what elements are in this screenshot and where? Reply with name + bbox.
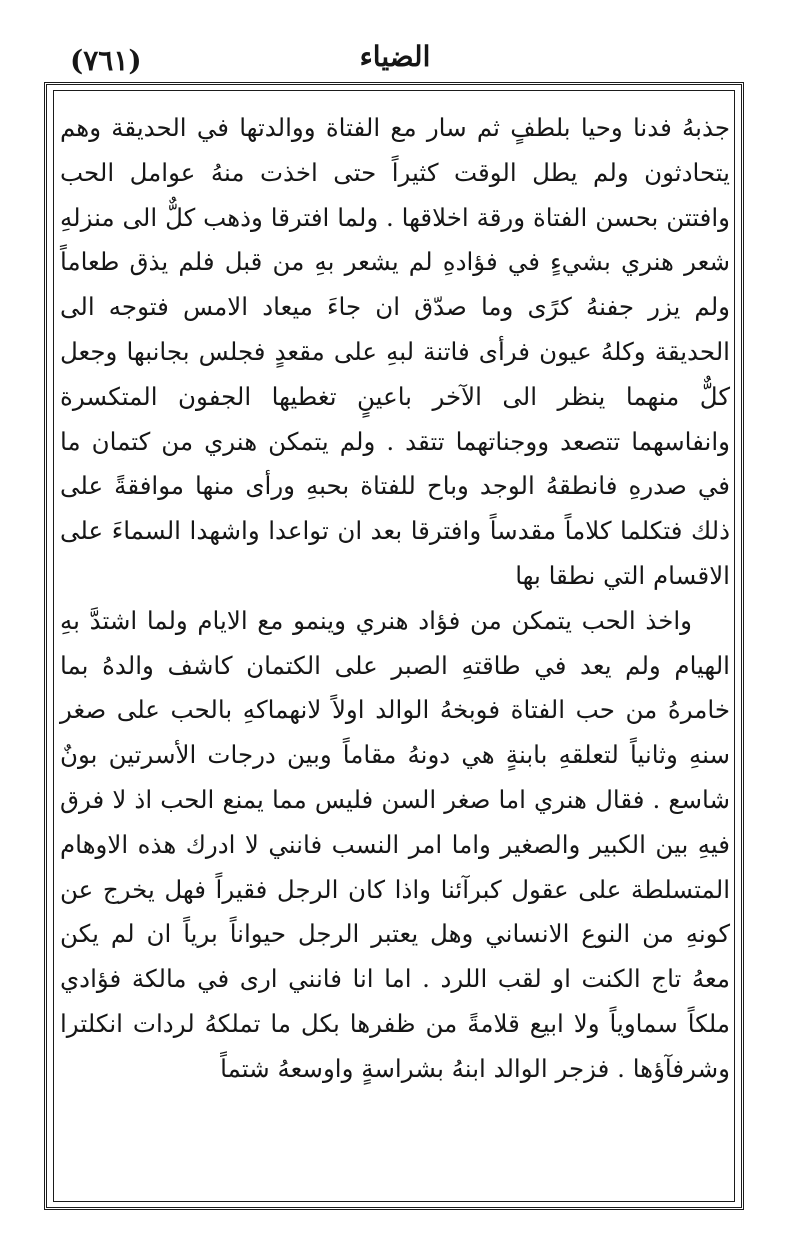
running-title: الضياء [359, 40, 431, 73]
paragraph: جذبهُ فدنا وحيا بلطفٍ ثم سار مع الفتاة ووالدتها في الحديقة وهم يتحادثون ولم يطل الوقت كثيراً حتى اخذت منهُ عوامل الحب وافتتن بحسن الفتاة ورقة اخلاقها . ولما افترقا وذهب كلٌّ الى منزلهِ شعر هنري بشيءٍ في فؤادهِ لم يشعر بهِ من قبل فلم يذق طعاماً ولم يزر جفنهُ كرًى وما صدّق ان جاءَ ميعاد الامس فتوجه الى الحديقة وكلهُ عيون فرأى فاتنة لبهِ على مقعدٍ فجلس بجانبها وجعل كلٌّ منهما ينظر الى الآخر باعينٍ تغطيها الجفون المتكسرة وانفاسهما تتصعد ووجناتهما تتقد . ولم يتمكن هنري من كتمان ما في صدرهِ فانطقهُ الوجد وباح للفتاة بحبهِ ورأى منها موافقةً على ذلك فتكلما كلاماً مقدساً وافترقا بعد ان تواعدا واشهدا السماءَ على الاقسام التي نطقا بها [60, 113, 730, 590]
paragraph: واخذ الحب يتمكن من فؤاد هنري وينمو مع الايام ولما اشتدَّ بهِ الهيام ولم يعد في طاقتهِ الصبر على الكتمان كاشف والدهُ بما خامرهُ من حب الفتاة فوبخهُ الوالد اولاً لانهماكهِ بالحب على صغر سنهِ وثانياً لتعلقهِ بابنةٍ هي دونهُ مقاماً وبين درجات الأسرتين بونٌ شاسع . فقال هنري اما صغر السن فليس مما يمنع الحب اذ لا فرق فيهِ بين الكبير والصغير واما امر النسب فانني لا ادرك هذه الاوهام المتسلطة على عقول كبرآئنا واذا كان الرجل فقيراً فهل يخرج عن كونهِ من النوع الانساني وهل يعتبر الرجل حيواناً برياً ان لم يكن معهُ تاج الكنت او لقب اللرد . اما انا فانني ارى في مالكة فؤادي ملكاً سماوياً ولا ابيع قلامةً من ظفرها بكل ما تملكهُ لردات انكلترا وشرفآؤها . فزجر الوالد ابنهُ بشراسةٍ واوسعهُ شتماً [60, 605, 731, 1083]
body-text [60, 106, 730, 1092]
page-number: (٧٦١) [70, 44, 142, 77]
page-header [40, 36, 750, 82]
